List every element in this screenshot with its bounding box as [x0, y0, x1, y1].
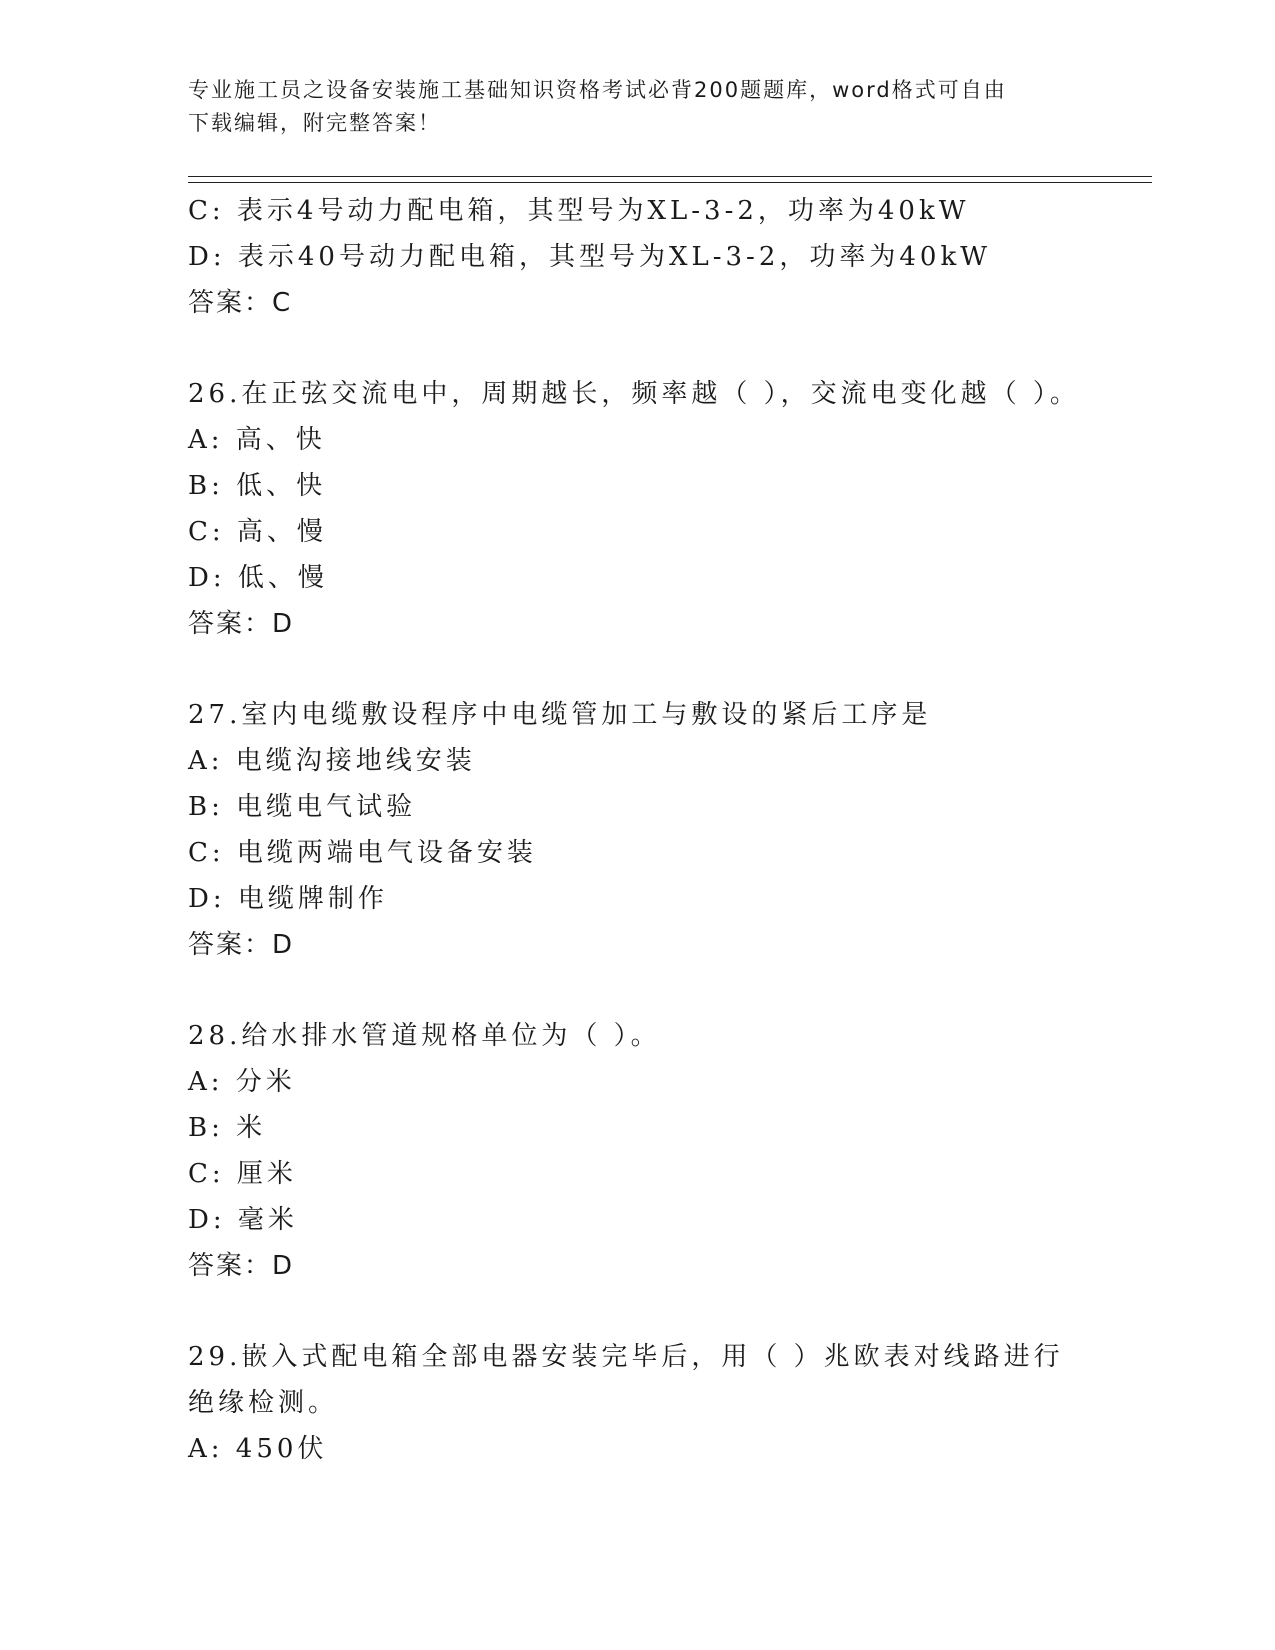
- header-divider-top: [188, 176, 1152, 177]
- header-line-1: 专业施工员之设备安装施工基础知识资格考试必背200题题库，word格式可自由: [188, 78, 1007, 102]
- spacer: [188, 647, 1148, 692]
- option-b: B: 电缆电气试验: [188, 792, 417, 822]
- header-divider-bottom: [188, 182, 1152, 183]
- option-d: D: 低、慢: [188, 563, 328, 593]
- question-25-partial: [188, 188, 1148, 326]
- answer-line: 答案：D: [188, 930, 295, 960]
- answer-line: 答案：C: [188, 288, 293, 318]
- question-stem: 27.室内电缆敷设程序中电缆管加工与敷设的紧后工序是: [188, 700, 932, 730]
- option-b: B: 低、快: [188, 471, 327, 501]
- option-c: C: 电缆两端电气设备安装: [188, 838, 537, 868]
- option-a: A: 450伏: [188, 1434, 328, 1464]
- document-header: [188, 74, 1068, 140]
- option-c: C: 高、慢: [188, 517, 327, 547]
- spacer: [188, 326, 1148, 371]
- option-b: B: 米: [188, 1113, 267, 1143]
- question-stem: 28.给水排水管道规格单位为（ ）。: [188, 1021, 661, 1051]
- question-28: [188, 1013, 1148, 1289]
- question-26: [188, 371, 1148, 647]
- question-stem: 29.嵌入式配电箱全部电器安装完毕后，用（ ）兆欧表对线路进行绝缘检测。: [188, 1342, 1064, 1418]
- option-d: D: 电缆牌制作: [188, 884, 388, 914]
- question-29: [188, 1334, 1148, 1472]
- question-list: [188, 188, 1148, 1472]
- option-a: A: 高、快: [188, 425, 326, 455]
- answer-line: 答案：D: [188, 609, 295, 639]
- option-c: C: 厘米: [188, 1159, 297, 1189]
- option-d: D: 表示40号动力配电箱，其型号为XL-3-2，功率为40kW: [188, 242, 991, 272]
- option-a: A: 分米: [188, 1067, 296, 1097]
- spacer: [188, 1289, 1148, 1334]
- option-a: A: 电缆沟接地线安装: [188, 746, 476, 776]
- question-27: [188, 692, 1148, 968]
- option-c: C: 表示4号动力配电箱，其型号为XL-3-2，功率为40kW: [188, 196, 970, 226]
- option-d: D: 毫米: [188, 1205, 298, 1235]
- question-stem: 26.在正弦交流电中，周期越长，频率越（ ），交流电变化越（ ）。: [188, 379, 1080, 409]
- header-line-2: 下载编辑，附完整答案！: [188, 111, 441, 135]
- answer-line: 答案：D: [188, 1251, 295, 1281]
- spacer: [188, 968, 1148, 1013]
